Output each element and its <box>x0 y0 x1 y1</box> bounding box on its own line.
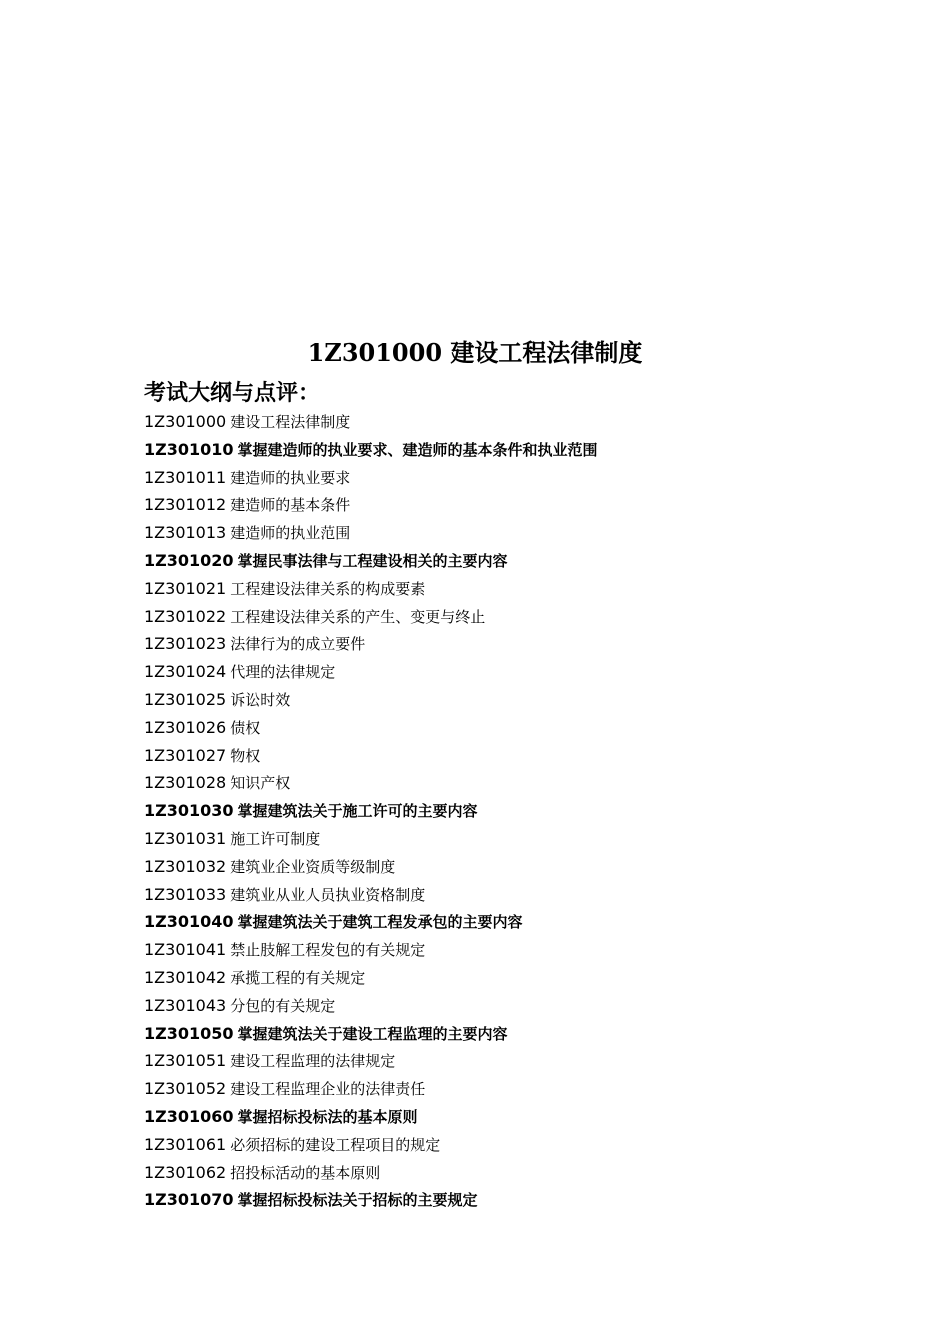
outline-item <box>144 742 844 770</box>
outline-item-text: 诉讼时效 <box>230 690 291 709</box>
outline-item-text: 物权 <box>230 746 261 765</box>
outline-item-text: 建筑业企业资质等级制度 <box>230 857 396 876</box>
outline-item-text: 建造师的执业要求 <box>230 468 351 487</box>
outline-item-code: 1Z301040 <box>144 912 234 932</box>
outline-item-text: 建筑业从业人员执业资格制度 <box>230 885 426 904</box>
syllabus-outline <box>144 408 844 1214</box>
outline-item <box>144 464 844 492</box>
outline-item-code: 1Z301022 <box>144 606 227 626</box>
outline-item-code: 1Z301027 <box>144 745 227 765</box>
document-title: 1Z301000 建设工程法律制度 <box>307 338 643 367</box>
outline-item-code: 1Z301012 <box>144 495 227 515</box>
outline-section-heading <box>144 1020 844 1048</box>
outline-item-text: 工程建设法律关系的构成要素 <box>230 579 426 598</box>
outline-item-text: 禁止肢解工程发包的有关规定 <box>230 941 426 960</box>
outline-item-code: 1Z301000 <box>144 412 227 431</box>
outline-item-code: 1Z301032 <box>144 856 227 876</box>
outline-item-code: 1Z301031 <box>144 828 227 848</box>
outline-item <box>144 992 844 1020</box>
outline-item-code: 1Z301013 <box>144 523 227 543</box>
outline-item-text: 工程建设法律关系的产生、变更与终止 <box>230 607 486 626</box>
outline-item-code: 1Z301060 <box>144 1106 234 1126</box>
outline-item-code: 1Z301042 <box>144 967 227 987</box>
outline-section-heading <box>144 547 844 575</box>
outline-item-text: 施工许可制度 <box>230 829 321 848</box>
outline-item-code: 1Z301030 <box>144 801 234 821</box>
outline-item-text: 债权 <box>230 718 261 737</box>
section-heading: 考试大纲与点评： <box>144 381 321 406</box>
outline-item-text: 掌握建筑法关于建筑工程发承包的主要内容 <box>237 913 523 932</box>
outline-item-text: 建设工程监理的法律规定 <box>230 1052 396 1071</box>
outline-item <box>144 491 844 519</box>
outline-item <box>144 1131 844 1159</box>
outline-item-text: 建造师的基本条件 <box>230 496 351 515</box>
outline-item-text: 掌握建造师的执业要求、建造师的基本条件和执业范围 <box>237 440 598 459</box>
outline-item <box>144 769 844 797</box>
outline-item-code: 1Z301070 <box>144 1190 234 1210</box>
outline-item-code: 1Z301020 <box>144 550 234 570</box>
outline-item-text: 掌握招标投标法关于招标的主要规定 <box>237 1191 478 1210</box>
outline-item-text: 掌握招标投标法的基本原则 <box>237 1107 418 1126</box>
outline-item-code: 1Z301024 <box>144 662 227 682</box>
outline-item-code: 1Z301026 <box>144 717 227 737</box>
outline-item <box>144 964 844 992</box>
outline-item-code: 1Z301041 <box>144 940 227 960</box>
outline-section-heading <box>144 1186 844 1214</box>
outline-item-code: 1Z301051 <box>144 1051 227 1071</box>
outline-item-text: 承揽工程的有关规定 <box>230 968 366 987</box>
outline-item <box>144 881 844 909</box>
outline-item <box>144 853 844 881</box>
outline-item-text: 招投标活动的基本原则 <box>230 1163 381 1182</box>
outline-item <box>144 575 844 603</box>
outline-item-code: 1Z301033 <box>144 884 227 904</box>
outline-item <box>144 519 844 547</box>
outline-item-code: 1Z301010 <box>144 439 234 459</box>
outline-item-text: 代理的法律规定 <box>230 663 336 682</box>
outline-item-text: 建造师的执业范围 <box>230 524 351 543</box>
outline-item <box>144 1159 844 1187</box>
outline-section-heading <box>144 436 844 464</box>
outline-item-text: 掌握建筑法关于建设工程监理的主要内容 <box>237 1024 508 1043</box>
outline-item <box>144 603 844 631</box>
outline-item <box>144 658 844 686</box>
outline-item-code: 1Z301062 <box>144 1162 227 1182</box>
outline-item <box>144 1075 844 1103</box>
outline-item-text: 建设工程监理企业的法律责任 <box>230 1080 426 1099</box>
outline-item-code: 1Z301023 <box>144 634 227 654</box>
outline-item-code: 1Z301050 <box>144 1023 234 1043</box>
outline-item-text: 建设工程法律制度 <box>230 413 351 431</box>
outline-item <box>144 686 844 714</box>
outline-item-code: 1Z301021 <box>144 578 227 598</box>
outline-item-code: 1Z301052 <box>144 1079 227 1099</box>
outline-item-code: 1Z301043 <box>144 995 227 1015</box>
outline-item-code: 1Z301061 <box>144 1134 227 1154</box>
outline-item-text: 知识产权 <box>230 774 291 793</box>
outline-item <box>144 825 844 853</box>
outline-item <box>144 408 844 436</box>
outline-item-text: 掌握建筑法关于施工许可的主要内容 <box>237 802 478 821</box>
outline-section-heading <box>144 797 844 825</box>
outline-item-code: 1Z301011 <box>144 467 227 487</box>
outline-section-heading <box>144 908 844 936</box>
outline-item <box>144 714 844 742</box>
outline-item-text: 必须招标的建设工程项目的规定 <box>230 1135 441 1154</box>
outline-item <box>144 936 844 964</box>
outline-item-code: 1Z301025 <box>144 689 227 709</box>
outline-item-text: 分包的有关规定 <box>230 996 336 1015</box>
outline-item-code: 1Z301028 <box>144 773 227 793</box>
outline-section-heading <box>144 1103 844 1131</box>
outline-item <box>144 1047 844 1075</box>
outline-item-text: 掌握民事法律与工程建设相关的主要内容 <box>237 551 508 570</box>
outline-item <box>144 630 844 658</box>
outline-item-text: 法律行为的成立要件 <box>230 635 366 654</box>
